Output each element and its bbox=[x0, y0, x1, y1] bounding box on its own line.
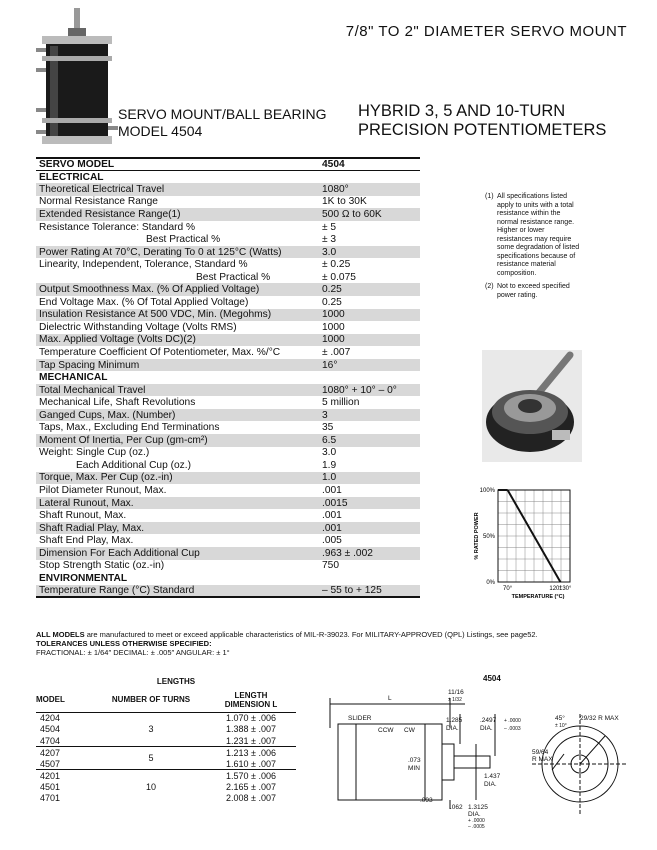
spec-row bbox=[36, 208, 420, 221]
spec-row bbox=[36, 221, 420, 234]
dim-2497-tol1: + .0000 bbox=[504, 718, 521, 724]
spec-row bbox=[36, 509, 420, 522]
spec-row bbox=[36, 346, 420, 359]
spec-value: 1.9 bbox=[322, 459, 337, 471]
cw-label: CW bbox=[404, 727, 415, 734]
footer-line-3: FRACTIONAL: ± 1/64″ DECIMAL: ± .005″ ANGULAR: ± 1° bbox=[36, 648, 230, 657]
note-2 bbox=[485, 283, 580, 300]
spec-label: Weight: Single Cup (oz.) bbox=[39, 447, 150, 459]
spec-label: Output Smoothness Max. (% Of Applied Voltage) bbox=[36, 283, 318, 296]
length-model: 4207 bbox=[40, 747, 61, 758]
dimensional-drawing bbox=[300, 684, 630, 834]
spec-value: 500 Ω to 60K bbox=[318, 208, 420, 221]
spec-row bbox=[36, 246, 420, 259]
dim-062: .062 bbox=[450, 804, 463, 811]
spec-label: Total Mechanical Travel bbox=[36, 384, 318, 397]
length-model: 4204 bbox=[40, 713, 61, 723]
spec-row bbox=[36, 522, 420, 535]
spec-header-value: 4504 bbox=[318, 158, 420, 171]
spec-label: Best Practical % bbox=[146, 234, 221, 246]
col-header-length-line2: DIMENSION L bbox=[224, 699, 278, 709]
spec-value: .963 ± .002 bbox=[318, 547, 420, 560]
spec-value: .001 bbox=[322, 484, 342, 496]
spec-value: 750 bbox=[322, 560, 339, 572]
spec-row bbox=[36, 472, 420, 485]
spec-row bbox=[36, 196, 420, 209]
dim-11-16-tol: ± 1/32 bbox=[448, 697, 462, 703]
spec-value: 3.0 bbox=[318, 246, 420, 259]
spec-label: Linearity, Independent, Tolerance, Standard % bbox=[39, 259, 248, 271]
spec-row bbox=[36, 497, 420, 510]
length-turns: 5 bbox=[148, 753, 154, 763]
spec-row bbox=[36, 271, 420, 284]
length-dimension: 1.231 ± .007 bbox=[226, 735, 276, 746]
dim-13125-dia: DIA. bbox=[468, 811, 481, 818]
spec-label: Max. Applied Voltage (Volts DC)(2) bbox=[36, 334, 318, 347]
spec-row bbox=[36, 447, 420, 460]
pilot-outline bbox=[442, 744, 454, 780]
spec-row bbox=[36, 334, 420, 347]
length-dimension: 1.388 ± .007 bbox=[226, 724, 276, 735]
length-turns: 10 bbox=[145, 782, 156, 792]
length-dimension: 1.610 ± .007 bbox=[226, 758, 276, 769]
spec-value: .0015 bbox=[318, 497, 420, 510]
spec-row bbox=[36, 309, 420, 322]
length-dimension: 2.165 ± .007 bbox=[226, 781, 276, 792]
length-model: 4701 bbox=[40, 793, 61, 804]
lengths-table bbox=[36, 674, 296, 804]
spec-label: Dimension For Each Additional Cup bbox=[36, 547, 318, 560]
housing-outline bbox=[338, 724, 442, 800]
spec-label: Taps, Max., Excluding End Terminations bbox=[39, 422, 220, 434]
spec-label: Dielectric Withstanding Voltage (Volts RMS) bbox=[39, 321, 237, 333]
chart-x-tick: 120° bbox=[549, 586, 562, 592]
product-title-line-2: PRECISION POTENTIOMETERS bbox=[358, 121, 607, 139]
spec-section-row bbox=[36, 371, 420, 384]
length-row bbox=[36, 770, 296, 782]
spec-value: 1000 bbox=[318, 309, 420, 322]
length-dimension: 1.570 ± .006 bbox=[226, 770, 276, 781]
spec-row bbox=[36, 384, 420, 397]
model-title bbox=[118, 106, 327, 140]
chart-y-tick: 50% bbox=[482, 534, 495, 540]
spec-row bbox=[36, 359, 420, 372]
spec-value: ± 5 bbox=[322, 221, 337, 233]
spec-value: 1080° + 10° – 0° bbox=[318, 384, 420, 397]
note-1-number: (1) bbox=[485, 193, 494, 200]
spec-row bbox=[36, 484, 420, 497]
dim-2497: .2497 bbox=[480, 717, 497, 724]
spec-row bbox=[36, 321, 420, 334]
spec-label: Each Additional Cup (oz.) bbox=[76, 459, 191, 471]
spec-value: ± 0.25 bbox=[322, 259, 351, 271]
col-header-length bbox=[206, 688, 296, 712]
length-row bbox=[36, 712, 296, 724]
dim-093: .093 bbox=[420, 797, 433, 804]
chart-x-tick: 70° bbox=[503, 586, 513, 592]
spec-row bbox=[36, 421, 420, 434]
spec-value: 16° bbox=[318, 359, 420, 372]
spec-value: ± 3 bbox=[322, 234, 337, 246]
slider-label: SLIDER bbox=[348, 715, 372, 722]
spec-value: ± 0.075 bbox=[322, 271, 356, 283]
spec-row bbox=[36, 233, 420, 246]
spec-value: 1000 bbox=[322, 321, 345, 333]
dim-13125-tol2: – .0005 bbox=[468, 824, 485, 830]
chart-x-tick: 130° bbox=[558, 586, 572, 592]
ccw-label: CCW bbox=[378, 727, 394, 734]
spec-label: Normal Resistance Range bbox=[39, 196, 158, 208]
lengths-caption: LENGTHS bbox=[156, 676, 196, 686]
spec-value: .001 bbox=[322, 510, 342, 522]
drawing-title: 4504 bbox=[483, 674, 501, 683]
angle-45-tol: ± 10° bbox=[555, 723, 567, 729]
length-model: 4704 bbox=[40, 735, 61, 746]
spec-value: 1000 bbox=[318, 334, 420, 347]
spec-label: Best Practical % bbox=[196, 271, 271, 283]
spec-header-label: SERVO MODEL bbox=[36, 158, 318, 171]
spec-label: Tap Spacing Minimum bbox=[36, 359, 318, 372]
spec-row bbox=[36, 534, 420, 547]
spec-label: ELECTRICAL bbox=[39, 171, 104, 183]
length-model: 4201 bbox=[40, 770, 61, 781]
spec-section-row bbox=[36, 171, 420, 184]
spec-label: Shaft End Play, Max. bbox=[39, 535, 134, 547]
spec-label: Extended Resistance Range(1) bbox=[36, 208, 318, 221]
dim-59-64: 59/64 bbox=[532, 749, 549, 756]
spec-value: 0.25 bbox=[318, 283, 420, 296]
dim-1285: 1.285 bbox=[446, 717, 463, 724]
spec-value: 0.25 bbox=[322, 296, 342, 308]
spec-label: Ganged Cups, Max. (Number) bbox=[36, 409, 318, 422]
footer-all-models: ALL MODELS bbox=[36, 630, 85, 639]
chart-y-tick: 100% bbox=[479, 488, 495, 494]
page-category-header: 7/8" TO 2" DIAMETER SERVO MOUNT bbox=[345, 23, 627, 40]
note-2-text: Not to exceed specified power rating. bbox=[497, 283, 570, 299]
spec-label: Mechanical Life, Shaft Revolutions bbox=[39, 397, 196, 409]
spec-label: ENVIRONMENTAL bbox=[39, 572, 128, 584]
dim-l-label: L bbox=[388, 695, 392, 702]
spec-row bbox=[36, 296, 420, 309]
dim-2497-tol2: – .0003 bbox=[504, 726, 521, 732]
spec-label: Resistance Tolerance: Standard % bbox=[39, 221, 196, 233]
dim-11-16: 11/16 bbox=[448, 689, 464, 696]
spec-value: 1080° bbox=[318, 183, 420, 196]
note-2-number: (2) bbox=[485, 283, 494, 290]
length-model: 4504 bbox=[40, 724, 61, 735]
angle-45: 45° bbox=[555, 715, 565, 722]
spec-value bbox=[318, 371, 420, 384]
chart-y-tick: 0% bbox=[486, 580, 495, 586]
footer-line-2: TOLERANCES UNLESS OTHERWISE SPECIFIED: bbox=[36, 639, 212, 648]
spec-value: – 55 to + 125 bbox=[318, 585, 420, 598]
length-turns: 3 bbox=[148, 724, 154, 735]
spec-label: Shaft Runout, Max. bbox=[39, 510, 127, 522]
spec-value bbox=[318, 572, 420, 585]
spec-row bbox=[36, 459, 420, 472]
note-1 bbox=[485, 193, 580, 278]
spec-label: Stop Strength Static (oz.-in) bbox=[39, 560, 165, 572]
length-row bbox=[36, 747, 296, 759]
dim-29-32: 29/32 R MAX bbox=[580, 715, 619, 722]
spec-value: 5 million bbox=[322, 397, 360, 409]
spec-label: Lateral Runout, Max. bbox=[36, 497, 318, 510]
product-title-line-1: HYBRID 3, 5 AND 10-TURN bbox=[358, 102, 566, 120]
spec-header-row bbox=[36, 158, 420, 171]
shaft-outline bbox=[454, 756, 490, 768]
footer-compliance-text: are manufactured to meet or exceed applicable characteristics of MIL-R-39023. For MILITARY-APPROVED (QPL) Listings, see page52. bbox=[86, 630, 538, 639]
spec-row bbox=[36, 409, 420, 422]
chart-x-label: TEMPERATURE (°C) bbox=[511, 594, 565, 600]
spec-value: .001 bbox=[318, 522, 420, 535]
col-header-length-line1: LENGTH bbox=[234, 690, 268, 700]
spec-row bbox=[36, 560, 420, 573]
spec-label: Torque, Max. Per Cup (oz.-in) bbox=[36, 472, 318, 485]
power-derating-chart bbox=[470, 482, 590, 604]
dim-1285-dia: DIA. bbox=[446, 725, 459, 732]
spec-value: .005 bbox=[322, 535, 342, 547]
spec-row bbox=[36, 258, 420, 271]
spec-label: Shaft Radial Play, Max. bbox=[36, 522, 318, 535]
spec-value: 35 bbox=[322, 422, 334, 434]
dim-1437: 1.437 bbox=[484, 773, 501, 780]
dim-1437-dia: DIA. bbox=[484, 781, 497, 788]
spec-row bbox=[36, 434, 420, 447]
spec-value: 3.0 bbox=[322, 447, 337, 459]
col-header-model: MODEL bbox=[36, 695, 65, 705]
chart-y-label: % RATED POWER bbox=[474, 512, 480, 560]
product-title bbox=[358, 102, 606, 140]
spec-label: Moment Of Inertia, Per Cup (gm-cm²) bbox=[36, 434, 318, 447]
spec-value: 1.0 bbox=[318, 472, 420, 485]
spec-label: Temperature Coefficient Of Potentiometer, Max. %/°C bbox=[39, 346, 281, 358]
notes bbox=[485, 193, 580, 305]
dim-59-64-rmax: R MAX bbox=[532, 756, 553, 763]
spec-section-row bbox=[36, 572, 420, 585]
footer-notes bbox=[36, 630, 538, 657]
specification-table bbox=[36, 157, 420, 598]
spec-row bbox=[36, 396, 420, 409]
spec-value: ± .007 bbox=[322, 346, 351, 358]
spec-value: 1K to 30K bbox=[322, 196, 367, 208]
spec-label: Power Rating At 70°C, Derating To 0 at 125°C (Watts) bbox=[36, 246, 318, 259]
potentiometer-cutaway-photo bbox=[482, 350, 582, 462]
spec-label: End Voltage Max. (% Of Total Applied Voltage) bbox=[39, 296, 249, 308]
length-dimension: 2.008 ± .007 bbox=[226, 793, 276, 804]
model-line-2: MODEL 4504 bbox=[118, 123, 203, 139]
dim-2497-dia: DIA. bbox=[480, 725, 493, 732]
length-dimension: 1.070 ± .006 bbox=[226, 713, 276, 723]
length-model: 4501 bbox=[40, 781, 61, 792]
spec-row bbox=[36, 183, 420, 196]
spec-label: Theoretical Electrical Travel bbox=[36, 183, 318, 196]
length-model: 4507 bbox=[40, 758, 61, 769]
spec-label: Insulation Resistance At 500 VDC, Min. (Megohms) bbox=[36, 309, 318, 322]
spec-row bbox=[36, 585, 420, 598]
spec-label: MECHANICAL bbox=[39, 372, 108, 384]
length-dimension: 1.213 ± .006 bbox=[226, 747, 276, 758]
spec-row bbox=[36, 547, 420, 560]
dim-13125: 1.3125 bbox=[468, 804, 488, 811]
note-1-text: All specifications listed apply to units with a total resistance within the normal resistance range. Higher or lower resistances may require some degradation of listed specifications because of resistance material composition. bbox=[497, 193, 580, 277]
spec-value: 3 bbox=[318, 409, 420, 422]
spec-label: Temperature Range (°C) Standard bbox=[36, 585, 318, 598]
spec-row bbox=[36, 283, 420, 296]
dim-13125-tol1: + .0000 bbox=[468, 818, 485, 824]
dim-073: .073 bbox=[408, 757, 421, 764]
spec-label: Pilot Diameter Runout, Max. bbox=[39, 484, 167, 496]
footer-line-1 bbox=[36, 630, 538, 639]
spec-value: 6.5 bbox=[318, 434, 420, 447]
spec-value bbox=[318, 171, 420, 184]
model-line-1: SERVO MOUNT/BALL BEARING bbox=[118, 106, 327, 122]
col-header-turns: NUMBER OF TURNS bbox=[111, 695, 191, 705]
potentiometer-photo bbox=[28, 8, 128, 146]
dim-073-min: MIN bbox=[408, 765, 420, 772]
